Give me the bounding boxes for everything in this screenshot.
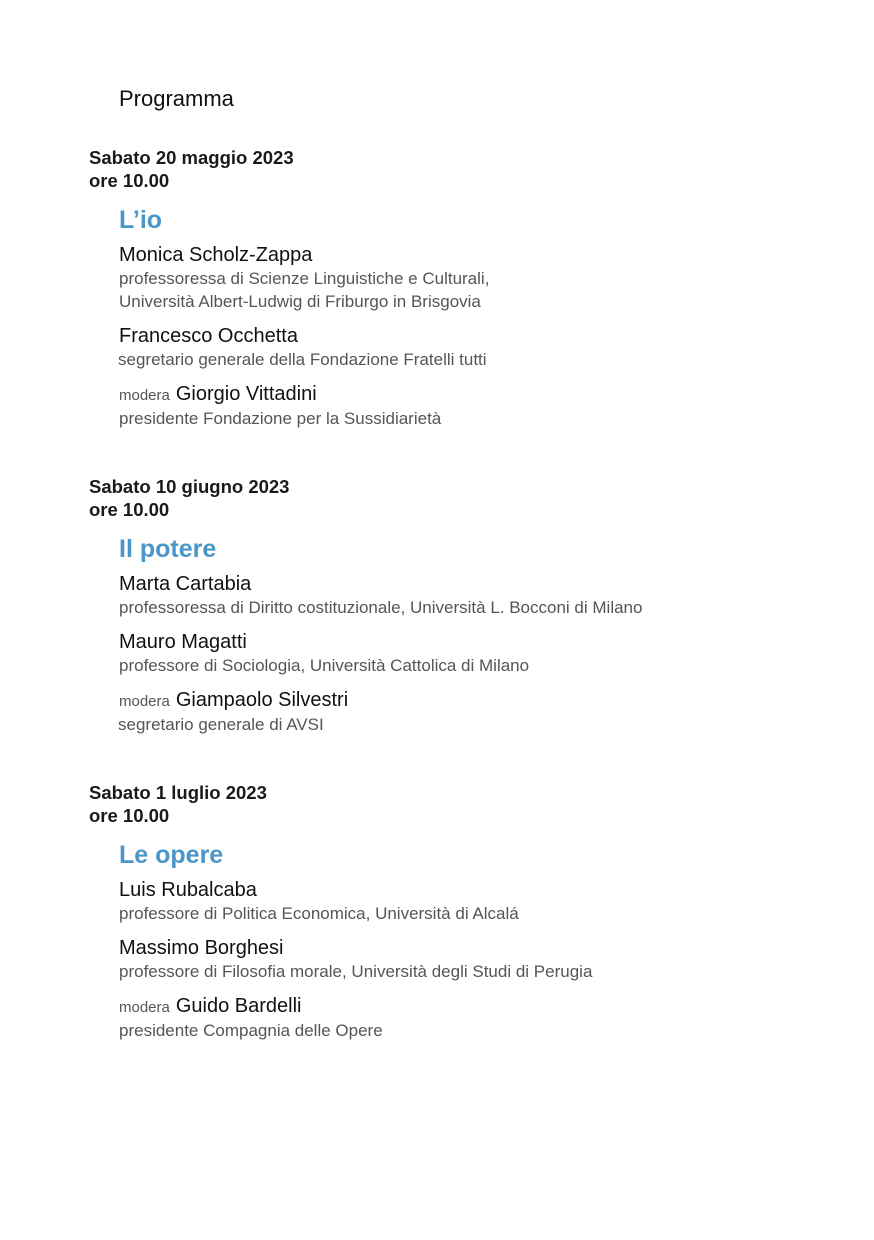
speaker-role: segretario generale della Fondazione Fratelli tutti: [118, 350, 487, 369]
moderator: [119, 995, 809, 1042]
moderator-prefix: modera: [119, 387, 170, 404]
session-time: ore 10.00: [89, 170, 170, 191]
speaker-role: professoressa di Diritto costituzionale, Università L. Bocconi di Milano: [119, 598, 643, 617]
speaker-name: Marta Cartabia: [119, 573, 252, 595]
moderator-prefix: modera: [119, 693, 170, 710]
session-date: Sabato 1 luglio 2023: [89, 782, 267, 803]
speaker-name: Massimo Borghesi: [119, 937, 284, 959]
speaker-role: professore di Politica Economica, Università di Alcalá: [119, 904, 519, 923]
session-date: Sabato 20 maggio 2023: [89, 147, 294, 168]
speaker-name: Monica Scholz-Zappa: [119, 244, 313, 266]
speaker-role: professore di Filosofia morale, Università degli Studi di Perugia: [119, 962, 593, 981]
session-theme: L’io: [119, 206, 163, 234]
session-3: [89, 781, 809, 1042]
moderator-name: Guido Bardelli: [175, 995, 302, 1017]
session-theme: Le opere: [119, 841, 224, 869]
speaker-role: Università Albert-Ludwig di Friburgo in Brisgovia: [119, 292, 481, 311]
speaker: [119, 937, 809, 983]
session-1: [89, 146, 809, 430]
moderator-prefix: modera: [119, 999, 170, 1016]
speaker: [119, 244, 809, 313]
speaker: [119, 573, 809, 619]
moderator-role: presidente Fondazione per la Sussidiarietà: [119, 409, 442, 428]
session-time: ore 10.00: [89, 499, 170, 520]
speaker: [119, 325, 809, 371]
session-2: [89, 475, 809, 736]
moderator-role: segretario generale di AVSI: [118, 715, 324, 734]
speaker-name: Mauro Magatti: [119, 631, 247, 653]
session-time: ore 10.00: [89, 805, 170, 826]
speaker-name: Luis Rubalcaba: [119, 879, 257, 901]
speaker-role: professore di Sociologia, Università Cattolica di Milano: [119, 656, 530, 675]
speaker: [119, 879, 809, 925]
speaker-name: Francesco Occhetta: [119, 325, 298, 347]
moderator-name: Giampaolo Silvestri: [175, 689, 349, 711]
moderator: [119, 383, 809, 430]
moderator: [119, 689, 809, 736]
moderator-role: presidente Compagnia delle Opere: [119, 1021, 383, 1040]
speaker-role: professoressa di Scienze Linguistiche e Culturali,: [119, 269, 490, 288]
session-theme: Il potere: [119, 535, 217, 563]
speaker: [119, 631, 809, 677]
moderator-name: Giorgio Vittadini: [175, 383, 317, 405]
session-date: Sabato 10 giugno 2023: [89, 476, 290, 497]
page-title: Programma: [119, 86, 234, 111]
